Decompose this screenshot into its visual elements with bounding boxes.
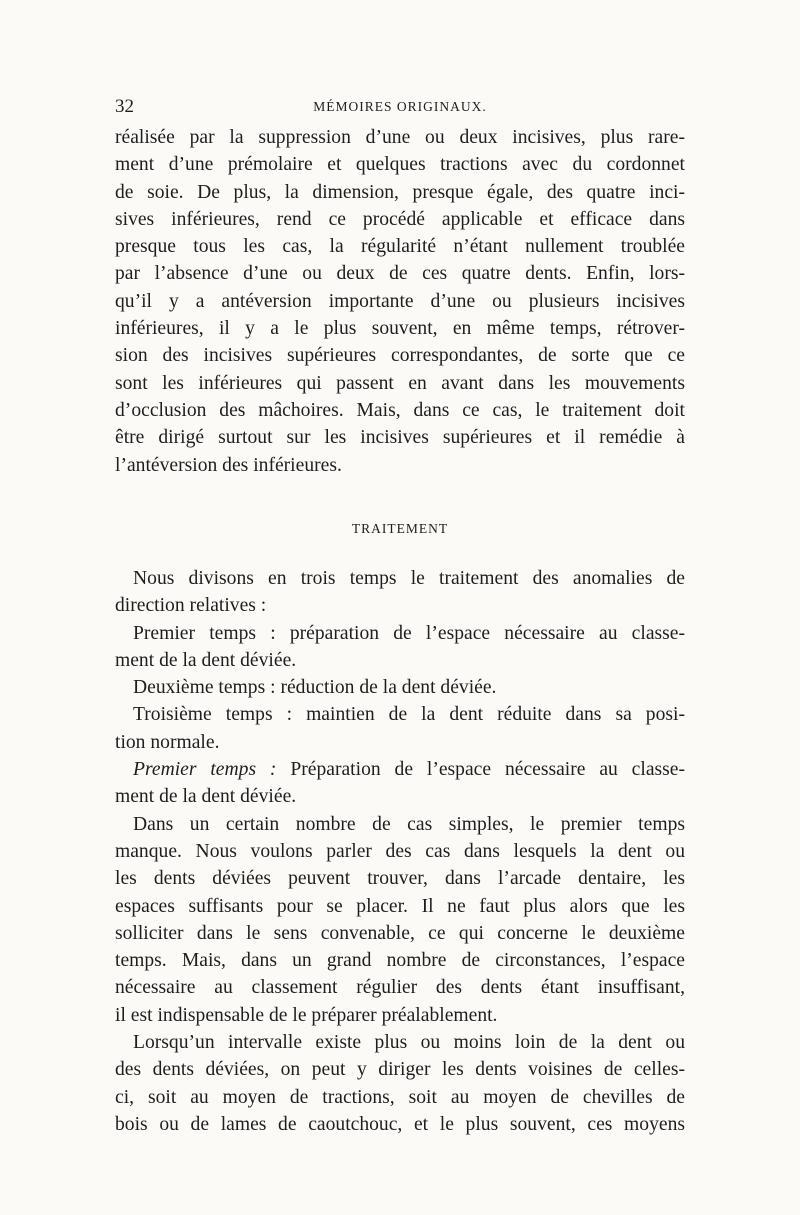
- text-line: réalisée par la suppression d’une ou deux incisives, plus rare-: [115, 127, 685, 148]
- text-line: d’occlusion des mâchoires. Mais, dans ce cas, le traitement doit: [115, 399, 685, 421]
- text-line: manque. Nous voulons parler des cas dans lesquels la dent ou: [115, 840, 685, 862]
- premier-temps-text: Préparation de l’espace nécessaire au classe-: [276, 759, 685, 781]
- running-title: MÉMOIRES ORIGINAUX.: [313, 99, 487, 114]
- text-line: nécessaire au classement régulier des dents étant insuffisant,: [115, 977, 685, 999]
- text-line: ci, soit au moyen de tractions, soit au moyen de chevilles de: [115, 1086, 685, 1108]
- text-line: bois ou de lames de caoutchouc, et le plus souvent, ces moyens: [115, 1113, 685, 1135]
- treatment-section: [115, 565, 685, 1138]
- text-line: il est indispensable de le préparer préalablement.: [115, 1004, 498, 1026]
- page-header: [115, 96, 685, 118]
- text-line: de soie. De plus, la dimension, presque égale, des quatre inci-: [115, 181, 685, 203]
- premier-temps-label: Premier temps :: [133, 759, 277, 781]
- text-line: être dirigé surtout sur les incisives supérieures et il remédie à: [115, 427, 685, 449]
- step-one-line: ment de la dent déviée.: [115, 649, 297, 671]
- text-line: des dents déviées, on peut y diriger les dents voisines de celles-: [115, 1059, 685, 1081]
- page-number: 32: [115, 96, 134, 117]
- premier-temps-line: ment de la dent déviée.: [115, 786, 297, 808]
- text-line: sives inférieures, rend ce procédé applicable et efficace dans: [115, 208, 685, 230]
- text-line: ment d’une prémolaire et quelques tractions avec du cordonnet: [115, 154, 685, 176]
- text-line: sont les inférieures qui passent en avant dans les mouvements: [115, 372, 685, 394]
- premier-temps-line: [115, 756, 685, 783]
- step-two-line: Deuxième temps : réduction de la dent déviée.: [133, 677, 497, 699]
- text-line: Nous divisons en trois temps le traitement des anomalies de: [133, 568, 685, 589]
- step-three-line: Troisième temps : maintien de la dent réduite dans sa posi-: [133, 704, 685, 726]
- step-one-line: Premier temps : préparation de l’espace nécessaire au classe-: [133, 622, 685, 644]
- top-paragraph: [115, 124, 685, 479]
- text-line: par l’absence d’une ou deux de ces quatre dents. Enfin, lors-: [115, 263, 685, 285]
- text-line: presque tous les cas, la régularité n’étant nullement troublée: [115, 236, 685, 258]
- text-line: inférieures, il y a le plus souvent, en même temps, rétrover-: [115, 318, 685, 340]
- text-line: temps. Mais, dans un grand nombre de circonstances, l’espace: [115, 950, 685, 972]
- step-three-line: tion normale.: [115, 731, 220, 753]
- text-line: qu’il y a antéversion importante d’une ou plusieurs incisives: [115, 290, 685, 312]
- text-line: les dents déviées peuvent trouver, dans l’arcade dentaire, les: [115, 868, 685, 890]
- text-line: l’antéversion des inférieures.: [115, 454, 342, 476]
- text-line: direction relatives :: [115, 595, 267, 617]
- text-line: Lorsqu’un intervalle existe plus ou moins loin de la dent ou: [133, 1032, 685, 1054]
- text-line: Dans un certain nombre de cas simples, le premier temps: [133, 813, 685, 835]
- text-line: sion des incisives supérieures correspondantes, de sorte que ce: [115, 345, 685, 367]
- text-line: espaces suffisants pour se placer. Il ne faut plus alors que les: [115, 895, 685, 917]
- section-heading: TRAITEMENT: [351, 521, 449, 536]
- text-line: solliciter dans le sens convenable, ce qui concerne le deuxième: [115, 922, 685, 944]
